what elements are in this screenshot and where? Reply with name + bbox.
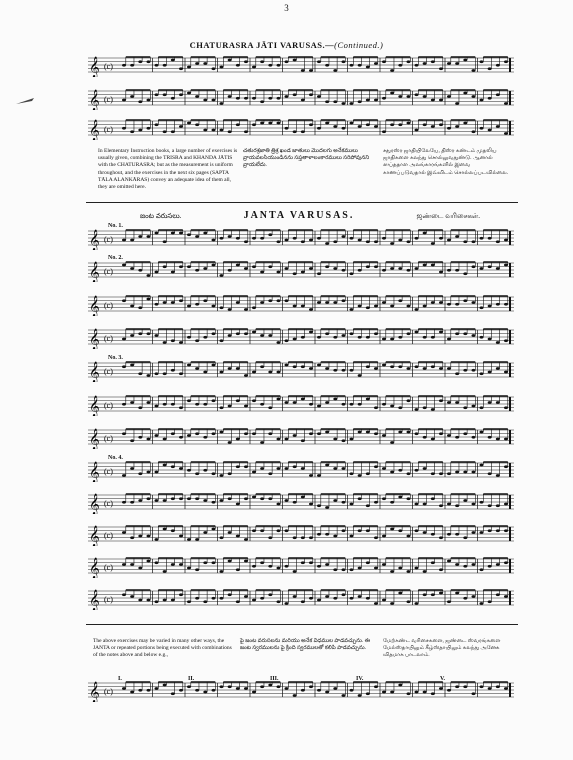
- staff-notation: [88, 360, 514, 382]
- staff-notation: [88, 680, 514, 702]
- treble-clef-icon: 𝄞: [89, 462, 100, 482]
- music-staff: [88, 327, 514, 349]
- music-staff: [88, 394, 514, 416]
- treble-clef-icon: 𝄞: [89, 262, 100, 282]
- treble-clef-icon: 𝄞: [89, 296, 100, 316]
- exercise-label: No. 2.: [108, 255, 123, 261]
- janta-title: JANTA VARUSAS.: [243, 210, 355, 221]
- section-mark: V.: [440, 676, 446, 682]
- treble-clef-icon: 𝄞: [89, 90, 100, 110]
- section-mark: IV.: [356, 676, 364, 682]
- section-divider: [86, 202, 518, 203]
- notes-top-telugu: చతురశ్రజాతి త్రిశ్ర ఖండ జాతులు మొదలగు అనేకములు వ్రాయవలసియుండినను సప్తతాళాలంకారములు సరిపోవునని వ్రాయలేదు.: [243, 148, 370, 169]
- treble-clef-icon: 𝄞: [89, 362, 100, 382]
- exercise-label: No. 1.: [108, 223, 123, 229]
- time-signature-icon: (c): [104, 595, 113, 604]
- notes-top-tamil: சதுரஸ்ர ஜாதியிலேயே, திஸ்ர கண்டம் முதலிய ஜாதிகளை கலந்து சொல்லுவதுண்டு. ஆனால் ஸப்ததாள அலங்காரங்களில் இவை காணப்படுவதால் இவ்விடம் சொல்லப்படவில்லை.: [383, 148, 509, 176]
- section-mark: II.: [188, 676, 195, 682]
- treble-clef-icon: 𝄞: [89, 526, 100, 546]
- music-staff: [88, 460, 514, 482]
- music-staff: [88, 360, 514, 382]
- page-title: [0, 40, 573, 50]
- staff-notation: [88, 118, 514, 140]
- title-text: CHATURASRA JĀTI VARUSAS.—: [189, 40, 335, 50]
- music-staff: [88, 88, 514, 110]
- time-signature-icon: (c): [104, 563, 113, 572]
- music-staff: [88, 588, 514, 610]
- treble-clef-icon: 𝄞: [89, 494, 100, 514]
- staff-notation: [88, 427, 514, 449]
- section-divider: [86, 624, 518, 625]
- time-signature-icon: (c): [104, 467, 113, 476]
- music-staff: [88, 55, 514, 77]
- music-staff: [88, 427, 514, 449]
- time-signature-icon: (c): [104, 235, 113, 244]
- staff-notation: [88, 294, 514, 316]
- time-signature-icon: (c): [104, 687, 113, 696]
- staff-notation: [88, 588, 514, 610]
- staff-notation: [88, 260, 514, 282]
- music-staff: [88, 556, 514, 578]
- music-staff: [88, 228, 514, 250]
- exercise-label: No. 4.: [108, 455, 123, 461]
- time-signature-icon: (c): [104, 499, 113, 508]
- time-signature-icon: (c): [104, 62, 113, 71]
- time-signature-icon: (c): [104, 267, 113, 276]
- staff-notation: [88, 524, 514, 546]
- time-signature-icon: (c): [104, 531, 113, 540]
- treble-clef-icon: 𝄞: [89, 230, 100, 250]
- staff-notation: [88, 394, 514, 416]
- music-staff: [88, 260, 514, 282]
- treble-clef-icon: 𝄞: [89, 329, 100, 349]
- notes-bottom-tamil: மேற்கண்ட வரிசைகளை, ஜண்டை ஸ்வரங்களை மேல்ஸ்தாயிலும் கீழ்ஸ்தாயிலும் கலந்து அனேக விதமாக பாடலாம்.: [383, 638, 501, 659]
- music-staff: [88, 492, 514, 514]
- music-staff: [88, 294, 514, 316]
- janta-header: [140, 210, 480, 222]
- title-continued: (Continued.): [334, 40, 384, 50]
- time-signature-icon: (c): [104, 367, 113, 376]
- time-signature-icon: (c): [104, 434, 113, 443]
- time-signature-icon: (c): [104, 401, 113, 410]
- notes-bottom-telugu: పై జంట వరుసలను మరియు అనేక విధముల పాడవచ్చును. ఈ జంట స్వరములను పై క్రింది స్వరములతో కలిపి పాడవచ్చును.: [240, 638, 371, 652]
- music-staff: [88, 118, 514, 140]
- ink-mark: [14, 96, 36, 106]
- staff-notation: [88, 327, 514, 349]
- music-staff: [88, 680, 514, 702]
- section-mark: III.: [270, 676, 279, 682]
- page-number: 3: [284, 3, 289, 13]
- staff-notation: [88, 492, 514, 514]
- staff-notation: [88, 55, 514, 77]
- staff-notation: [88, 88, 514, 110]
- staff-notation: [88, 556, 514, 578]
- treble-clef-icon: 𝄞: [89, 429, 100, 449]
- exercise-label: No. 3.: [108, 355, 123, 361]
- treble-clef-icon: 𝄞: [89, 682, 100, 702]
- janta-tamil: ஜண்டை வரிசைகள்.: [416, 212, 480, 220]
- janta-telugu: జంట వరుసలు.: [140, 212, 182, 220]
- time-signature-icon: (c): [104, 334, 113, 343]
- treble-clef-icon: 𝄞: [89, 57, 100, 77]
- staff-notation: [88, 460, 514, 482]
- treble-clef-icon: 𝄞: [89, 558, 100, 578]
- music-staff: [88, 524, 514, 546]
- treble-clef-icon: 𝄞: [89, 590, 100, 610]
- time-signature-icon: (c): [104, 95, 113, 104]
- notes-top-english: In Elementary Instruction books, a large number of exercises is usually given, combining the TRISRA and KHANDA JĀTIS with the CHATURASRA; but as the measurement is uniform throughout, and the exercises in the next six pages (SAPTA TĀLA ALANKĀRAS) convey an adequate idea of them all, they are omitted here.: [98, 148, 238, 191]
- section-mark: I.: [118, 676, 122, 682]
- treble-clef-icon: 𝄞: [89, 120, 100, 140]
- notes-bottom-english: The above exercises may be varied in many other ways, the JANTA or repeated portions being executed with combinations of the notes above and below e.g.,: [93, 638, 232, 659]
- time-signature-icon: (c): [104, 301, 113, 310]
- treble-clef-icon: 𝄞: [89, 396, 100, 416]
- time-signature-icon: (c): [104, 125, 113, 134]
- staff-notation: [88, 228, 514, 250]
